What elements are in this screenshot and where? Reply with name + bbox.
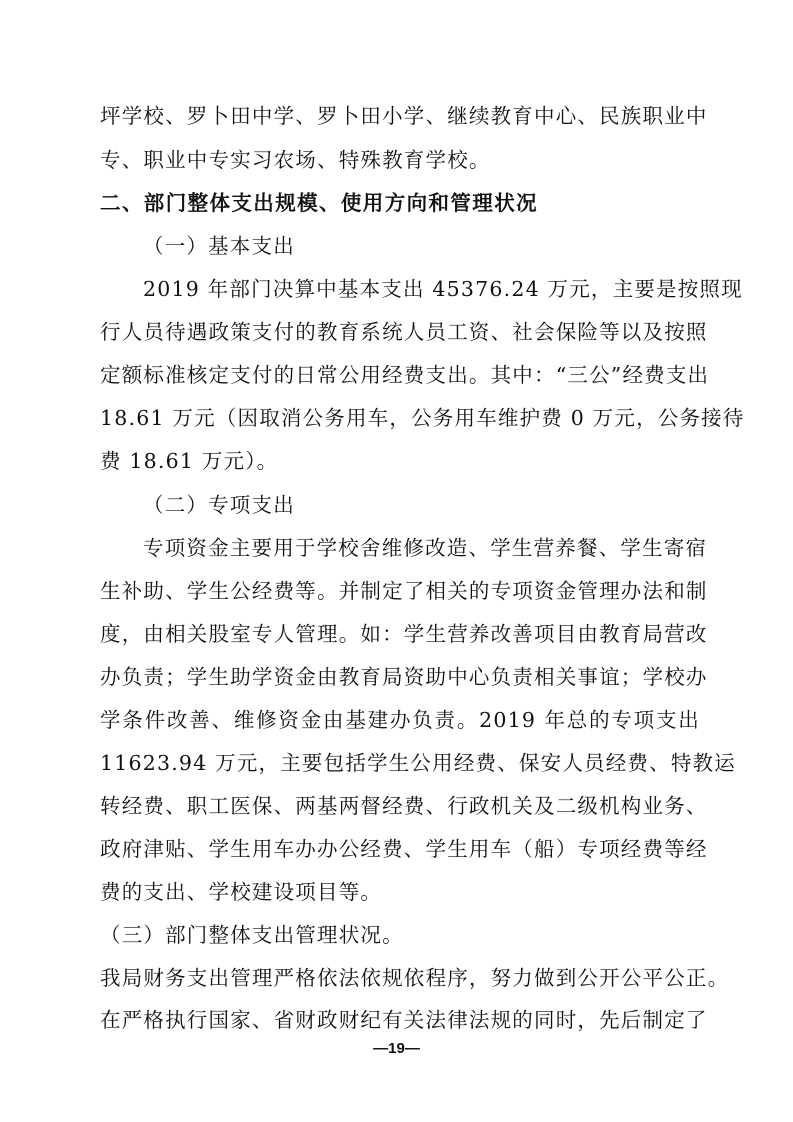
paragraph-line: 转经费、职工医保、两基两督经费、行政机关及二级机构业务、 — [100, 794, 708, 818]
paragraph-line: 11623.94 万元，主要包括学生公用经费、保安人员经费、特教运 — [100, 751, 736, 775]
paragraph-line: 2019 年部门决算中基本支出 45376.24 万元，主要是按照现 — [143, 277, 743, 301]
subsection-heading: （三）部门整体支出管理状况。 — [100, 923, 404, 947]
paragraph-line: 费的支出、学校建设项目等。 — [100, 880, 383, 904]
page-number: —19— — [373, 1040, 420, 1057]
paragraph-line: 坪学校、罗卜田中学、罗卜田小学、继续教育中心、民族职业中 — [100, 104, 708, 128]
paragraph-line: 费 18.61 万元）。 — [100, 449, 279, 473]
section-heading: 二、部门整体支出规模、使用方向和管理状况 — [100, 191, 538, 215]
subsection-heading: （二）专项支出 — [143, 493, 295, 517]
paragraph-line: 政府津贴、学生用车办办公经费、学生用车（船）专项经费等经 — [100, 837, 708, 861]
paragraph-line: 学条件改善、维修资金由基建办负责。2019 年总的专项支出 — [100, 708, 700, 732]
paragraph-line: 在严格执行国家、省财政财纪有关法律法规的同时，先后制定了 — [100, 1008, 708, 1032]
paragraph-line: 行人员待遇政策支付的教育系统人员工资、社会保险等以及按照 — [100, 320, 708, 344]
paragraph-line: 我局财务支出管理严格依法依规依程序，努力做到公开公平公正。 — [100, 966, 730, 990]
subsection-heading: （一）基本支出 — [143, 234, 295, 258]
paragraph-line: 18.61 万元（因取消公务用车，公务用车维护费 0 万元，公务接待 — [100, 406, 745, 430]
paragraph-line: 度，由相关股室专人管理。如：学生营养改善项目由教育局营改 — [100, 622, 708, 646]
paragraph-line: 定额标准核定支付的日常公用经费支出。其中：“三公”经费支出 — [100, 363, 710, 387]
paragraph-line: 专项资金主要用于学校舍维修改造、学生营养餐、学生寄宿 — [143, 536, 708, 560]
paragraph-line: 生补助、学生公经费等。并制定了相关的专项资金管理办法和制 — [100, 579, 708, 603]
paragraph-line: 办负责；学生助学资金由教育局资助中心负责相关事谊；学校办 — [100, 665, 708, 689]
paragraph-line: 专、职业中专实习农场、特殊教育学校。 — [100, 148, 491, 172]
